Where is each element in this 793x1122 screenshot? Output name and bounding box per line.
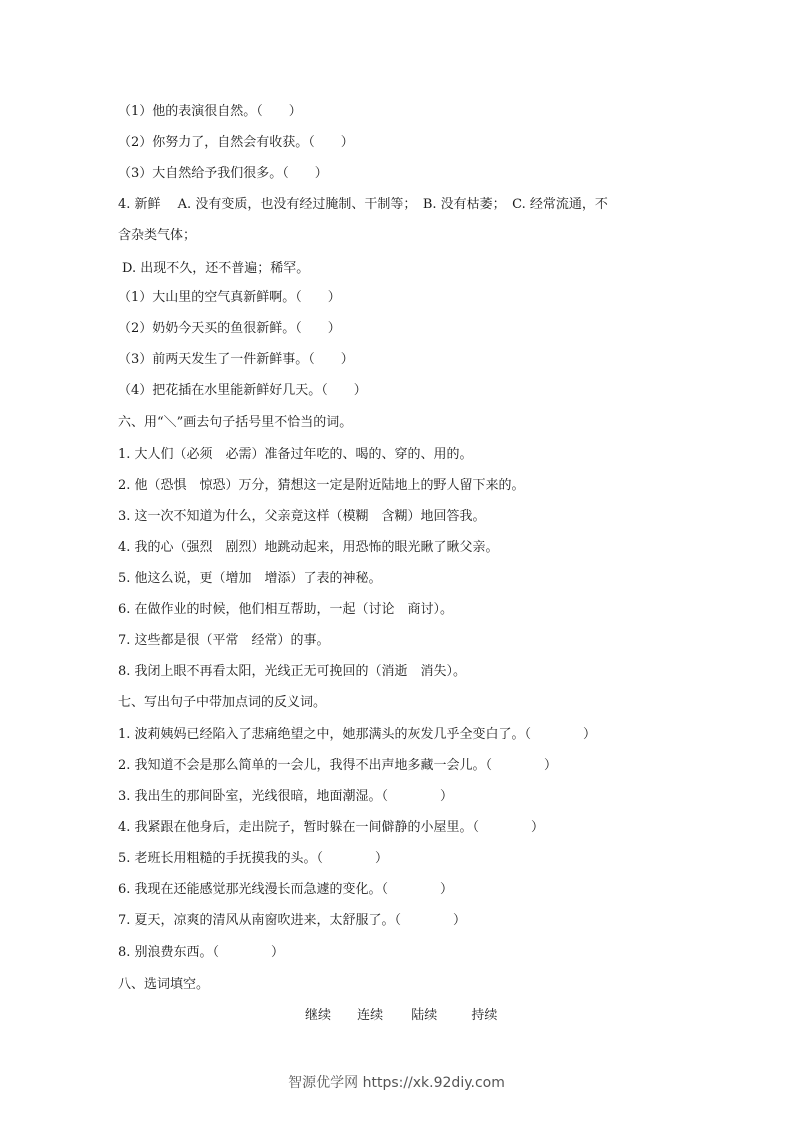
q4-intro-line1: 4. 新鲜 A. 没有变质，也没有经过腌制、干制等； B. 没有枯萎； C. 经常流通，不	[118, 197, 608, 212]
section7-item-8: 8. 别浪费东西。（ ）	[118, 945, 285, 960]
section7-heading: 七、写出句子中带加点词的反义词。	[118, 695, 327, 710]
section6-item-8: 8. 我闭上眼不再看太阳，光线正无可挽回的（消逝 消失）。	[118, 664, 467, 679]
word-bank-item: 陆续	[411, 1008, 438, 1023]
section7-item-2: 2. 我知道不会是那么简单的一会儿，我得不出声地多藏一会儿。（ ）	[118, 758, 558, 773]
q3-item-3: （3）大自然给予我们很多。（ ）	[118, 166, 328, 181]
q3-item-1: （1）他的表演很自然。（ ）	[118, 104, 302, 119]
footer-watermark: 智源优学网 https://xk.92diy.com	[288, 1075, 505, 1091]
q4-item-2: （2）奶奶今天买的鱼很新鲜。（ ）	[118, 321, 341, 336]
section7-item-4: 4. 我紧跟在他身后，走出院子，暂时躲在一间僻静的小屋里。（ ）	[118, 820, 545, 835]
section7-item-1: 1. 波莉姨妈已经陷入了悲痛绝望之中，她那满头的灰发几乎全变白了。（ ）	[118, 727, 597, 742]
section6-item-5: 5. 他这么说，更（增加 增添）了表的神秘。	[118, 571, 382, 586]
section6-item-2: 2. 他（恐惧 惊恐）万分，猜想这一定是附近陆地上的野人留下来的。	[118, 478, 525, 493]
section6-heading: 六、用“＼”画去句子括号里不恰当的词。	[118, 415, 353, 430]
section6-item-4: 4. 我的心（强烈 剧烈）地跳动起来，用恐怖的眼光瞅了瞅父亲。	[118, 540, 499, 555]
section7-item-3: 3. 我出生的那间卧室，光线很暗，地面潮湿。（ ）	[118, 789, 454, 804]
q4-option-d: D. 出现不久，还不普遍；稀罕。	[122, 261, 310, 276]
q4-item-3: （3）前两天发生了一件新鲜事。（ ）	[118, 352, 354, 367]
section7-item-6: 6. 我现在还能感觉那光线漫长而急遽的变化。（ ）	[118, 882, 454, 897]
section6-item-1: 1. 大人们（必须 必需）准备过年吃的、喝的、穿的、用的。	[118, 447, 473, 462]
q4-item-1: （1）大山里的空气真新鲜啊。（ ）	[118, 290, 341, 305]
section8-heading: 八、选词填空。	[118, 977, 210, 992]
section6-item-6: 6. 在做作业的时候，他们相互帮助，一起（讨论 商讨）。	[118, 602, 454, 617]
section7-item-5: 5. 老班长用粗糙的手抚摸我的头。（ ）	[118, 851, 389, 866]
section7-item-7: 7. 夏天，凉爽的清风从南窗吹进来，太舒服了。（ ）	[118, 913, 467, 928]
word-bank-item: 持续	[471, 1008, 498, 1023]
q3-item-2: （2）你努力了，自然会有收获。（ ）	[118, 135, 354, 150]
q4-item-4: （4）把花插在水里能新鲜好几天。（ ）	[118, 383, 367, 398]
q4-intro-line2: 含杂类气体；	[118, 228, 197, 243]
word-bank-item: 继续	[305, 1008, 332, 1023]
word-bank	[305, 1008, 497, 1024]
section6-item-3: 3. 这一次不知道为什么，父亲竟这样（模糊 含糊）地回答我。	[118, 509, 486, 524]
section6-item-7: 7. 这些都是很（平常 经常）的事。	[118, 633, 330, 648]
word-bank-item: 连续	[357, 1008, 384, 1023]
